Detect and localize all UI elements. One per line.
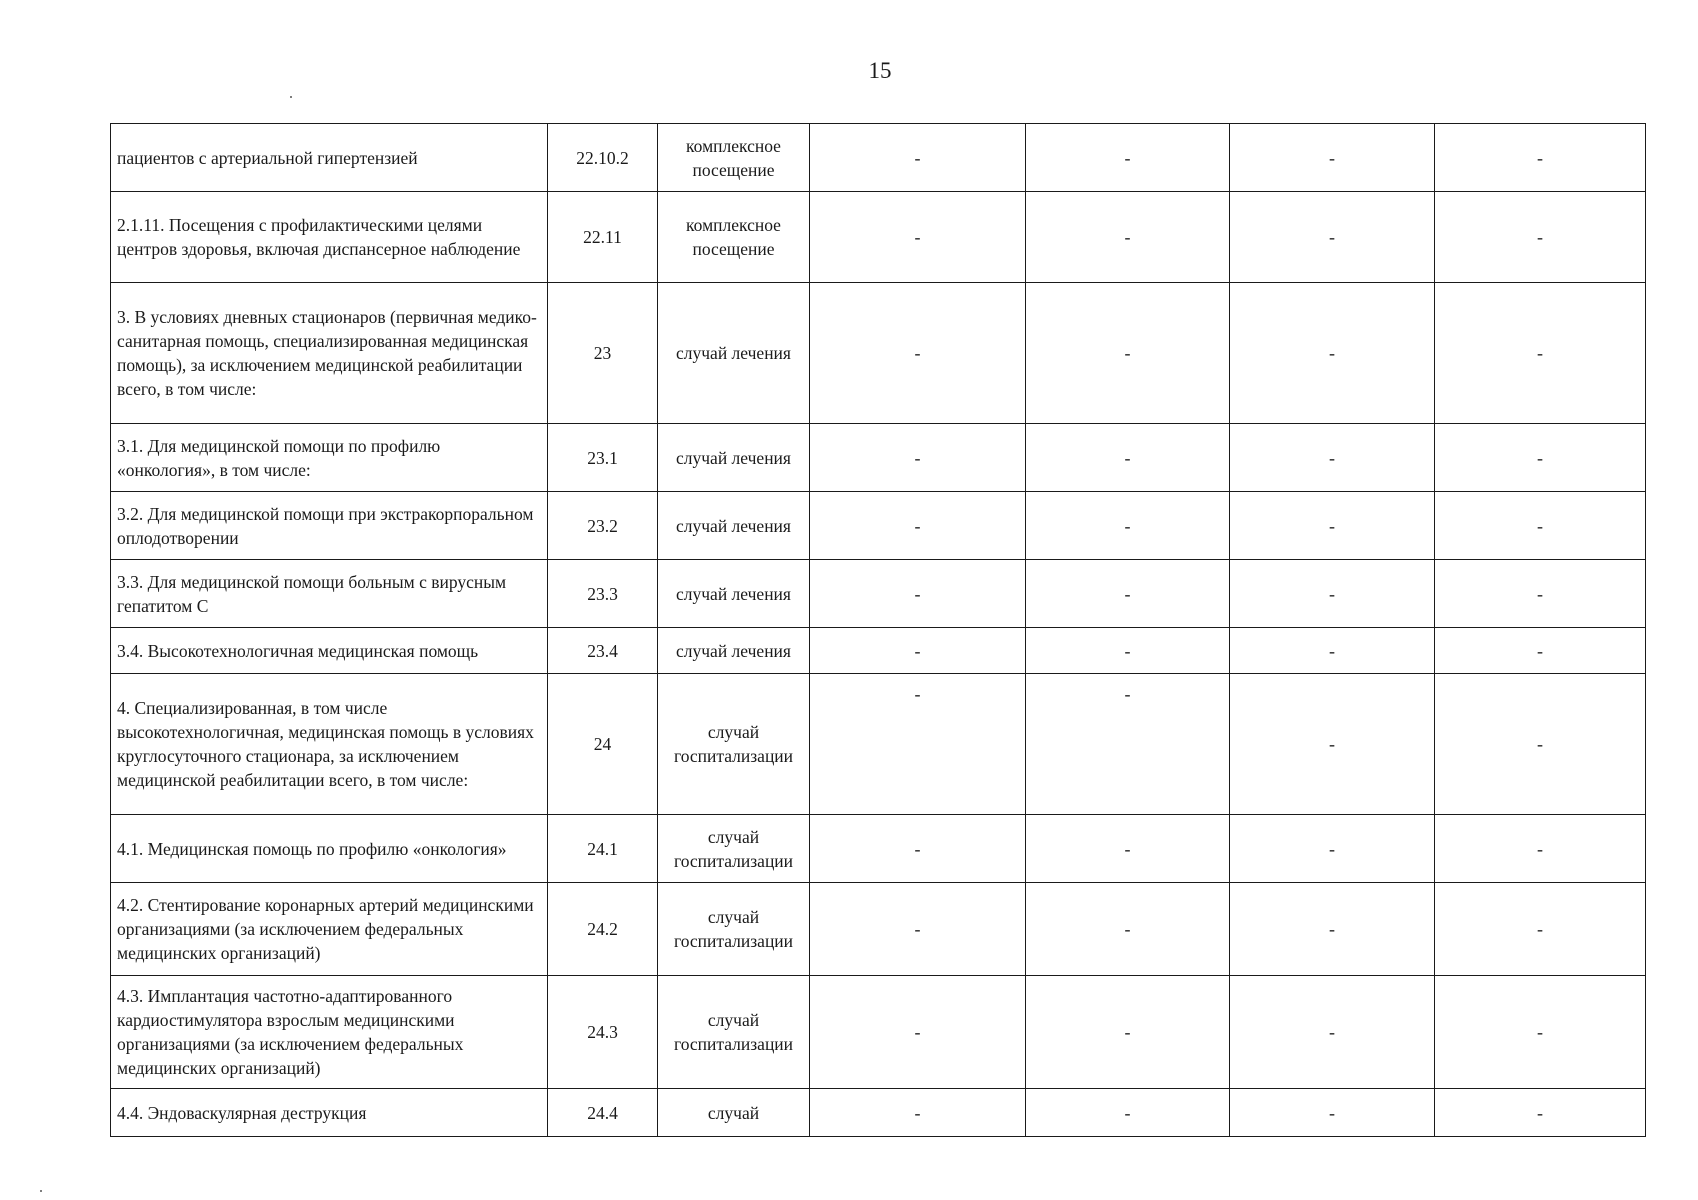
row-unit: случай лечения <box>658 560 810 628</box>
table-row <box>111 192 1646 283</box>
row-value: - <box>1230 192 1435 283</box>
row-name: 4.2. Стентирование коронарных артерий медицинскими организациями (за исключением федеральных медицинских организаций) <box>111 883 548 976</box>
row-value: - <box>1435 628 1646 674</box>
row-value: - <box>1435 424 1646 492</box>
row-value: - <box>1026 628 1230 674</box>
row-unit: случай госпитализации <box>658 976 810 1089</box>
row-name: 4.4. Эндоваскулярная деструкция <box>111 1089 548 1137</box>
row-value: - <box>1435 124 1646 192</box>
table-row <box>111 1089 1646 1137</box>
table-row <box>111 124 1646 192</box>
row-name: 3.1. Для медицинской помощи по профилю «онкология», в том числе: <box>111 424 548 492</box>
page-number: 15 <box>868 58 892 83</box>
table-row <box>111 815 1646 883</box>
row-value: - <box>810 883 1026 976</box>
row-value: - <box>1026 1089 1230 1137</box>
table-row <box>111 628 1646 674</box>
table-row <box>111 560 1646 628</box>
row-code: 23.4 <box>548 628 658 674</box>
row-value: - <box>1230 674 1435 815</box>
row-value: - <box>810 815 1026 883</box>
row-name: 2.1.11. Посещения с профилактическими целями центров здоровья, включая диспансерное наблюдение <box>111 192 548 283</box>
row-code: 24 <box>548 674 658 815</box>
row-unit: комплексное посещение <box>658 192 810 283</box>
row-unit: случай госпитализации <box>658 674 810 815</box>
row-value: - <box>1435 976 1646 1089</box>
row-name: 4.3. Имплантация частотно-адаптированного кардиостимулятора взрослым медицинскими организациями (за исключением федеральных медицинских организаций) <box>111 976 548 1089</box>
row-value: - <box>1230 628 1435 674</box>
table-row <box>111 283 1646 424</box>
table-row <box>111 424 1646 492</box>
row-value: - <box>810 674 1026 815</box>
row-unit: случай лечения <box>658 283 810 424</box>
row-code: 23.1 <box>548 424 658 492</box>
row-code: 22.11 <box>548 192 658 283</box>
row-name: пациентов с артериальной гипертензией <box>111 124 548 192</box>
row-value: - <box>810 283 1026 424</box>
row-code: 24.4 <box>548 1089 658 1137</box>
row-name: 4. Специализированная, в том числе высокотехнологичная, медицинская помощь в условиях круглосуточного стационара, за исключением медицинской реабилитации всего, в том числе: <box>111 674 548 815</box>
table-row <box>111 674 1646 815</box>
row-value: - <box>1230 492 1435 560</box>
row-value: - <box>1435 1089 1646 1137</box>
table-row <box>111 492 1646 560</box>
row-value: - <box>1026 674 1230 815</box>
row-unit: комплексное посещение <box>658 124 810 192</box>
row-code: 24.3 <box>548 976 658 1089</box>
row-value: - <box>1230 976 1435 1089</box>
table-row <box>111 883 1646 976</box>
row-unit: случай лечения <box>658 628 810 674</box>
row-name: 3.3. Для медицинской помощи больным с вирусным гепатитом С <box>111 560 548 628</box>
row-code: 23.2 <box>548 492 658 560</box>
row-value: - <box>810 192 1026 283</box>
row-name: 3.2. Для медицинской помощи при экстракорпоральном оплодотворении <box>111 492 548 560</box>
row-value: - <box>810 1089 1026 1137</box>
row-value: - <box>1026 124 1230 192</box>
row-code: 22.10.2 <box>548 124 658 192</box>
scan-speck <box>40 1190 42 1192</box>
row-value: - <box>1026 976 1230 1089</box>
row-value: - <box>810 560 1026 628</box>
row-value: - <box>1435 192 1646 283</box>
row-name: 3. В условиях дневных стационаров (первичная медико-санитарная помощь, специализированная медицинская помощь), за исключением медицинской реабилитации всего, в том числе: <box>111 283 548 424</box>
row-value: - <box>810 424 1026 492</box>
row-name: 4.1. Медицинская помощь по профилю «онкология» <box>111 815 548 883</box>
row-value: - <box>1230 124 1435 192</box>
row-value: - <box>1230 560 1435 628</box>
row-value: - <box>810 976 1026 1089</box>
row-unit: случай <box>658 1089 810 1137</box>
row-unit: случай лечения <box>658 424 810 492</box>
row-value: - <box>1026 492 1230 560</box>
row-value: - <box>810 124 1026 192</box>
row-code: 23.3 <box>548 560 658 628</box>
row-value: - <box>1026 883 1230 976</box>
row-value: - <box>1026 283 1230 424</box>
scan-speck <box>290 96 292 98</box>
row-code: 24.2 <box>548 883 658 976</box>
row-unit: случай госпитализации <box>658 815 810 883</box>
table-row <box>111 976 1646 1089</box>
row-value: - <box>1230 815 1435 883</box>
row-value: - <box>1230 283 1435 424</box>
row-unit: случай лечения <box>658 492 810 560</box>
row-value: - <box>1435 674 1646 815</box>
row-value: - <box>1435 560 1646 628</box>
row-value: - <box>1230 883 1435 976</box>
row-code: 23 <box>548 283 658 424</box>
row-value: - <box>1230 1089 1435 1137</box>
indicators-table <box>110 123 1646 1137</box>
row-name: 3.4. Высокотехнологичная медицинская помощь <box>111 628 548 674</box>
row-value: - <box>1435 815 1646 883</box>
row-value: - <box>1435 883 1646 976</box>
row-value: - <box>1026 815 1230 883</box>
row-value: - <box>1026 192 1230 283</box>
row-unit: случай госпитализации <box>658 883 810 976</box>
row-value: - <box>1026 560 1230 628</box>
row-code: 24.1 <box>548 815 658 883</box>
row-value: - <box>810 492 1026 560</box>
row-value: - <box>1435 283 1646 424</box>
row-value: - <box>1230 424 1435 492</box>
row-value: - <box>810 628 1026 674</box>
row-value: - <box>1435 492 1646 560</box>
row-value: - <box>1026 424 1230 492</box>
